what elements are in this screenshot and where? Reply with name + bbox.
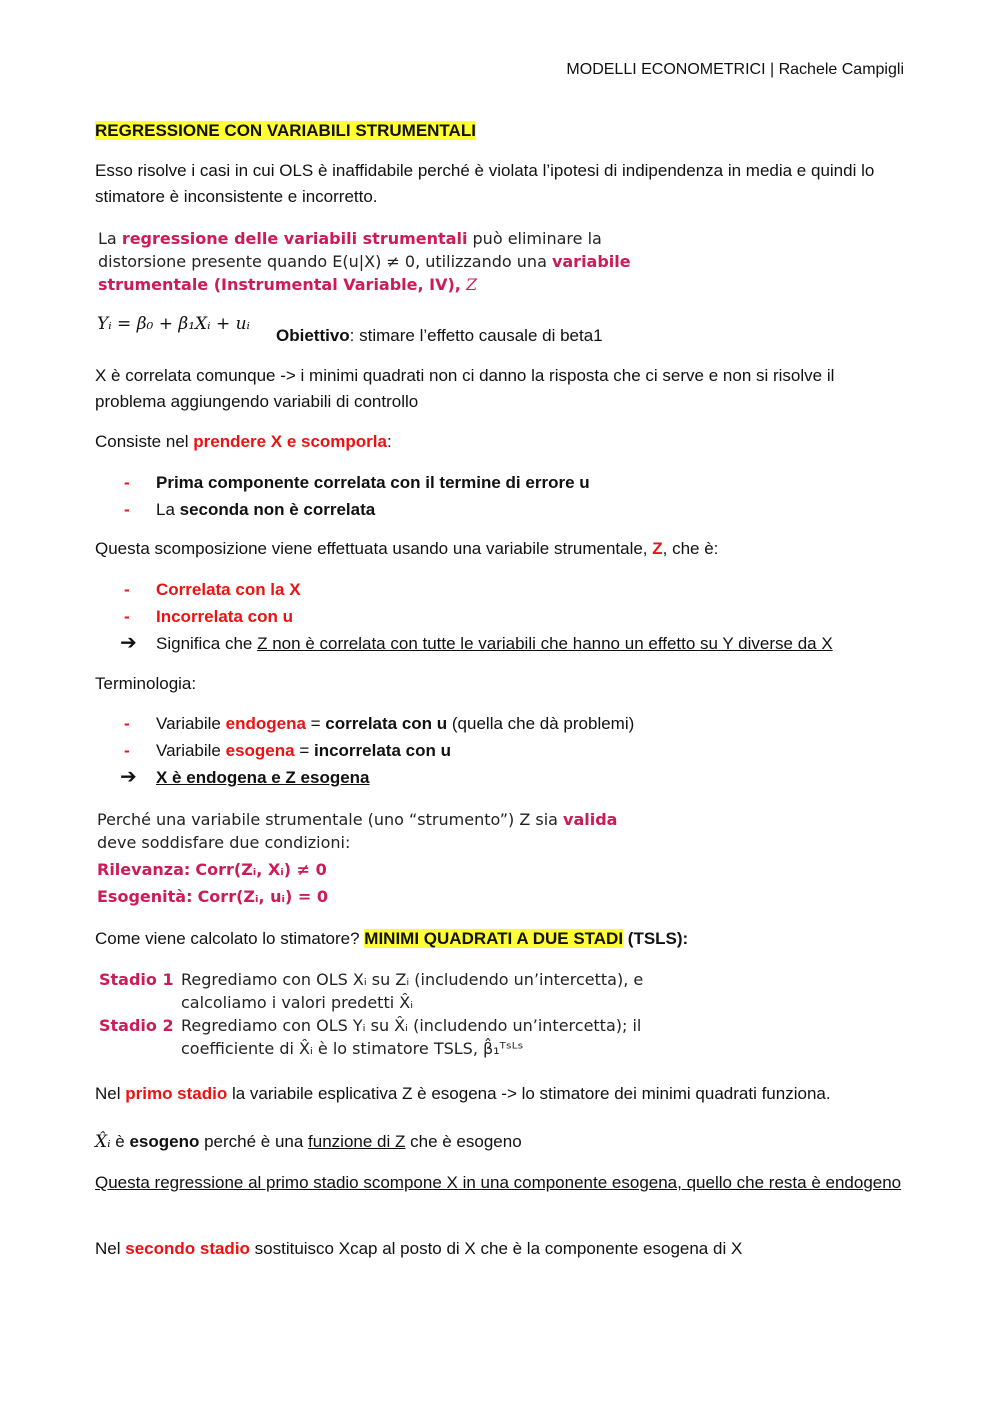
para7-text: perché è una [199, 1132, 309, 1151]
terminology-list [120, 710, 920, 791]
list-item-text: Variabile [156, 714, 226, 733]
para9-text: Nel [95, 1239, 126, 1258]
box2-text: deve soddisfare due condizioni: [97, 833, 351, 852]
list-item: - Incorrelata con u [124, 607, 293, 626]
intro-paragraph: Esso risolve i casi in cui OLS è inaffidabile perché è violata l’ipotesi di indipendenza in media e quindi lo stimatore è inconsistente e incorretto. [95, 161, 875, 206]
list-item-text: (quella che dà problemi) [447, 714, 635, 733]
stage-text: calcoliamo i valori predetti X̂ᵢ [181, 993, 414, 1012]
box1-highlight: strumentale (Instrumental Variable, IV), [98, 275, 461, 294]
list-item [120, 764, 920, 791]
xhat-symbol: X̂ᵢ [95, 1132, 111, 1152]
para7-text: è [110, 1132, 130, 1151]
page-header: MODELLI ECONOMETRICI | Rachele Campigli [566, 61, 904, 78]
list-item: - Prima componente correlata con il termine di errore u [124, 473, 590, 492]
box1-highlight: variabile [551, 252, 631, 271]
box1-text: distorsione presente quando E(u|X) ≠ 0, utilizzando una [98, 252, 552, 271]
objective-text: : stimare l’effetto causale di beta1 [349, 326, 603, 345]
box1-highlight: regressione delle variabili strumentali [121, 229, 468, 248]
box1-instrument-symbol: Z [460, 275, 478, 294]
list-item-bold: correlata con u [325, 714, 448, 733]
list-item-text: = [305, 714, 326, 733]
condition-label: Esogenità: [97, 887, 193, 906]
box2-text: Perché una variabile strumentale (uno “strumento”) Z sia [97, 810, 564, 829]
box1-text: può eliminare la [467, 229, 602, 248]
para5-text: Come viene calcolato lo stimatore? [95, 929, 365, 948]
list-item [120, 630, 920, 657]
para7-underline: funzione di Z [308, 1132, 406, 1151]
condition-label: Rilevanza: [97, 860, 191, 879]
list-item-text: Incorrelata con u [156, 607, 293, 626]
list-item-text: X è endogena e Z esogena [156, 768, 370, 787]
condition-equation: Corr(Zᵢ, Xᵢ) ≠ 0 [195, 860, 327, 879]
arrow-icon: ➔ [120, 766, 137, 788]
list-item-text: Significa che [156, 634, 258, 653]
regression-equation [97, 314, 250, 334]
list-item: - Variabile endogena = correlata con u (quella che dà problemi) [124, 714, 635, 733]
stage-label: Stadio 2 [99, 1016, 174, 1035]
stage-text: Regrediamo con OLS Yᵢ su X̂ᵢ (includendo un’intercetta); il [181, 1016, 642, 1035]
section-title [95, 118, 905, 144]
paragraph-instrument [95, 536, 905, 562]
list-item-highlight: esogena [225, 741, 295, 760]
definition-box [98, 227, 718, 296]
para4-highlight: Z [652, 539, 663, 558]
para3-text: Consiste nel [95, 432, 194, 451]
list-item-bold: seconda non è correlata [179, 500, 376, 519]
list-item-text: Prima componente correlata con il termine di errore u [156, 473, 590, 492]
list-item: - Variabile esogena = incorrelata con u [124, 741, 451, 760]
para3-highlight: prendere X e scomporla [193, 432, 387, 451]
stage-text: Regrediamo con OLS Xᵢ su Zᵢ (includendo un’intercetta), e [181, 970, 644, 989]
components-list [120, 469, 920, 523]
paragraph-first-stage [95, 1081, 905, 1107]
stages-box [99, 968, 739, 1060]
list-item-text: La [156, 500, 180, 519]
objective-label: Obiettivo [276, 326, 350, 345]
paragraph-decomposition: Questa regressione al primo stadio scompone X in una componente esogena, quello che resta è endogeno [95, 1173, 902, 1192]
box1-text: La [98, 229, 122, 248]
list-item-underline: Z non è correlata con tutte le variabili che hanno un effetto su Y diverse da X [257, 634, 833, 653]
para9-highlight: secondo stadio [125, 1239, 250, 1258]
instrument-properties-list [120, 576, 920, 657]
list-item-highlight: endogena [225, 714, 306, 733]
paragraph-correlation: X è correlata comunque -> i minimi quadrati non ci danno la risposta che ci serve e non si risolve il problema aggiungendo variabili di controllo [95, 366, 835, 411]
paragraph-second-stage [95, 1236, 905, 1262]
para6-highlight: primo stadio [125, 1084, 228, 1103]
validity-box [97, 808, 737, 908]
para6-text: la variabile esplicativa Z è esogena -> lo stimatore dei minimi quadrati funziona. [227, 1084, 831, 1103]
box2-highlight: valida [563, 810, 618, 829]
list-item-text: = [294, 741, 314, 760]
para9-text: sostituisco Xcap al posto di X che è la componente esogena di X [249, 1239, 743, 1258]
para5-highlight: MINIMI QUADRATI A DUE STADI [364, 929, 624, 948]
para7-text: che è esogeno [405, 1132, 522, 1151]
para4-text: Questa scomposizione viene effettuata usando una variabile strumentale, [95, 539, 653, 558]
stage-label: Stadio 1 [99, 970, 174, 989]
para5-text: (TSLS): [623, 929, 689, 948]
condition-equation: Corr(Zᵢ, uᵢ) = 0 [197, 887, 329, 906]
objective-line [276, 323, 603, 349]
equation-text: Yᵢ = β₀ + β₁Xᵢ + uᵢ [97, 314, 250, 334]
list-item-text: Correlata con la X [156, 580, 301, 599]
para6-text: Nel [95, 1084, 126, 1103]
para4-text: , che è: [662, 539, 719, 558]
para3-text: : [386, 432, 392, 451]
arrow-icon: ➔ [120, 632, 137, 654]
list-item-bold: incorrelata con u [313, 741, 451, 760]
paragraph-decompose [95, 429, 905, 455]
list-item: - Correlata con la X [124, 580, 301, 599]
paragraph-xhat [95, 1129, 905, 1155]
list-item: - La seconda non è correlata [124, 500, 376, 519]
terminology-heading: Terminologia: [95, 674, 197, 693]
para7-bold: esogeno [129, 1132, 200, 1151]
list-item-text: Variabile [156, 741, 226, 760]
stage-text: coefficiente di X̂ᵢ è lo stimatore TSLS, β̂₁ᵀˢᴸˢ [181, 1039, 524, 1058]
section-title-text: REGRESSIONE CON VARIABILI STRUMENTALI [95, 121, 476, 140]
paragraph-tsls [95, 926, 905, 952]
